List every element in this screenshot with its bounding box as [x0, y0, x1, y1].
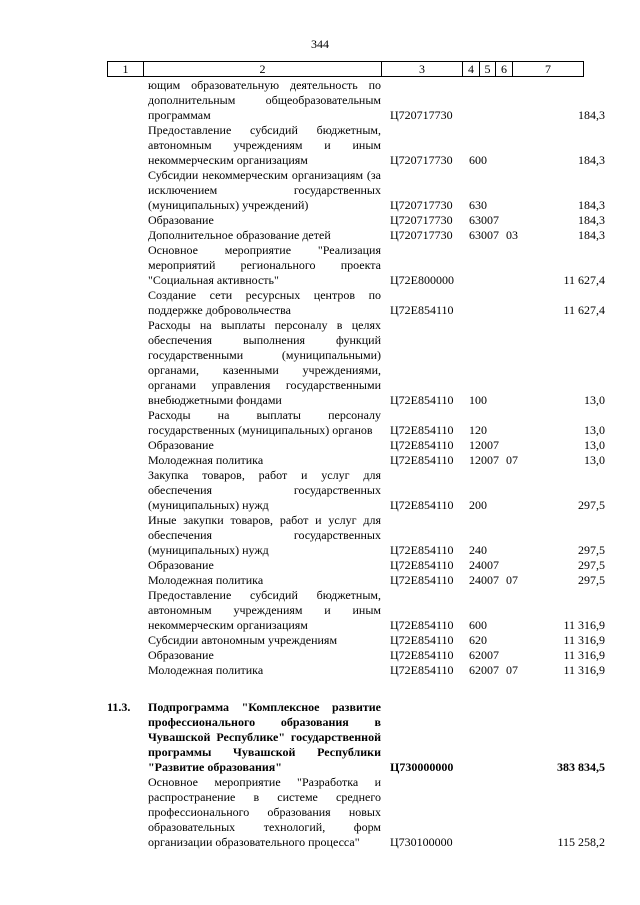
row-name: Создание сети ресурсных центров по поддержке добровольчества	[148, 288, 381, 317]
row-amount: 297,5	[578, 573, 605, 587]
col-header-5: 5	[480, 62, 496, 77]
table-row	[0, 318, 640, 408]
row-name: Расходы на выплаты персоналу в целях обеспечения выполнения функций государственными (муниципальными) органами, казенными учреждениями, органами управления государственными внебюджетными фондами	[148, 318, 381, 407]
row-expense-type: 630	[469, 198, 487, 212]
table-row	[0, 663, 640, 678]
row-amount: 184,3	[578, 153, 605, 167]
row-code: Ц72Е854110	[390, 663, 454, 677]
table-row	[0, 700, 640, 775]
row-subsection: 03	[506, 228, 518, 242]
row-name: Подпрограмма "Комплексное развитие профессионального образования в Чувашской Республике" государственной программы Чувашской Республики "Развитие образования"	[148, 700, 381, 774]
row-code: Ц720717730	[390, 198, 453, 212]
row-name: Образование	[148, 648, 214, 662]
row-section: 07	[487, 663, 499, 677]
table-row	[0, 228, 640, 243]
row-name: Предоставление субсидий бюджетным, автономным учреждениям и иным некоммерческим организациям	[148, 123, 381, 167]
table-row	[0, 78, 640, 123]
row-code: Ц72Е854110	[390, 453, 454, 467]
table-row	[0, 438, 640, 453]
row-expense-type: 240	[469, 573, 487, 587]
table-row	[0, 573, 640, 588]
row-name: Молодежная политика	[148, 453, 264, 467]
row-code: Ц72Е854110	[390, 303, 454, 317]
row-section: 07	[487, 648, 499, 662]
row-name: Образование	[148, 558, 214, 572]
row-name: Закупка товаров, работ и услуг для обеспечения государственных (муниципальных) нужд	[148, 468, 381, 512]
row-amount: 11 316,9	[563, 663, 605, 677]
row-expense-type: 100	[469, 393, 487, 407]
row-amount: 11 627,4	[563, 273, 605, 287]
row-expense-type: 120	[469, 423, 487, 437]
row-code: Ц72Е854110	[390, 618, 454, 632]
table-row	[0, 123, 640, 168]
row-name: Субсидии автономным учреждениям	[148, 633, 338, 647]
row-code: Ц720717730	[390, 213, 453, 227]
row-name: Расходы на выплаты персоналу государственных (муниципальных) органов	[148, 408, 381, 437]
col-header-7: 7	[513, 62, 584, 77]
row-name: Образование	[148, 213, 214, 227]
row-subsection: 07	[506, 573, 518, 587]
row-name: Предоставление субсидий бюджетным, автономным учреждениям и иным некоммерческим организациям	[148, 588, 381, 632]
row-section: 07	[487, 573, 499, 587]
row-amount: 383 834,5	[557, 760, 605, 774]
row-code: Ц720717730	[390, 228, 453, 242]
row-name: Молодежная политика	[148, 573, 264, 587]
row-expense-type: 600	[469, 153, 487, 167]
row-amount: 184,3	[578, 108, 605, 122]
row-amount: 13,0	[584, 453, 605, 467]
row-code: Ц720717730	[390, 153, 453, 167]
table-row	[0, 775, 640, 850]
row-amount: 297,5	[578, 558, 605, 572]
row-amount: 11 316,9	[563, 648, 605, 662]
table-row	[0, 633, 640, 648]
row-name: Основное мероприятие "Разработка и распространение в системе среднего профессионального образования новых образовательных технологий, форм организации образовательного процесса"	[148, 775, 381, 849]
table-row	[0, 588, 640, 633]
row-amount: 184,3	[578, 198, 605, 212]
row-amount: 184,3	[578, 213, 605, 227]
row-amount: 13,0	[584, 423, 605, 437]
row-name: Образование	[148, 438, 214, 452]
row-expense-type: 620	[469, 633, 487, 647]
table-row	[0, 243, 640, 288]
row-expense-type: 200	[469, 498, 487, 512]
row-code: Ц72Е854110	[390, 393, 454, 407]
row-name: Молодежная политика	[148, 663, 264, 677]
row-section: 07	[487, 213, 499, 227]
row-code: Ц72Е854110	[390, 633, 454, 647]
row-amount: 115 258,2	[557, 835, 605, 849]
row-code: Ц72Е854110	[390, 498, 454, 512]
row-code: Ц720717730	[390, 108, 453, 122]
row-code: Ц730100000	[390, 835, 453, 849]
row-name: Дополнительное образование детей	[148, 228, 331, 242]
row-section: 07	[487, 453, 499, 467]
row-code: Ц72Е854110	[390, 573, 454, 587]
row-amount: 13,0	[584, 438, 605, 452]
table-row	[0, 408, 640, 438]
row-code: Ц72Е854110	[390, 423, 454, 437]
row-code: Ц72Е854110	[390, 438, 454, 452]
col-header-6: 6	[496, 62, 513, 77]
table-row	[0, 468, 640, 513]
row-code: Ц72Е854110	[390, 648, 454, 662]
row-section: 07	[487, 558, 499, 572]
table-row	[0, 213, 640, 228]
row-amount: 297,5	[578, 498, 605, 512]
row-section: 07	[487, 438, 499, 452]
row-expense-type: 630	[469, 228, 487, 242]
table-row	[0, 513, 640, 558]
row-expense-type: 600	[469, 618, 487, 632]
row-expense-type: 120	[469, 438, 487, 452]
table-row	[0, 288, 640, 318]
row-section: 07	[487, 228, 499, 242]
row-amount: 184,3	[578, 228, 605, 242]
col-header-1: 1	[108, 62, 144, 77]
row-code: Ц72Е800000	[390, 273, 454, 287]
row-expense-type: 240	[469, 543, 487, 557]
row-amount: 11 316,9	[563, 618, 605, 632]
table-row	[0, 453, 640, 468]
table-row	[0, 648, 640, 663]
col-header-2: 2	[144, 62, 382, 77]
row-expense-type: 240	[469, 558, 487, 572]
row-name: ющим образовательную деятельность по дополнительным общеобразовательным программам	[148, 78, 381, 122]
row-number: 11.3.	[107, 700, 131, 714]
row-expense-type: 620	[469, 663, 487, 677]
row-code: Ц72Е854110	[390, 558, 454, 572]
page-number: 344	[311, 37, 329, 51]
row-name: Основное мероприятие "Реализация мероприятий регионального проекта "Социальная активность"	[148, 243, 381, 287]
row-expense-type: 120	[469, 453, 487, 467]
row-amount: 13,0	[584, 393, 605, 407]
row-name: Субсидии некоммерческим организациям (за исключением государственных (муниципальных) учреждений)	[148, 168, 381, 212]
row-amount: 11 316,9	[563, 633, 605, 647]
col-header-3: 3	[382, 62, 463, 77]
table-row	[0, 558, 640, 573]
row-subsection: 07	[506, 663, 518, 677]
row-code: Ц72Е854110	[390, 543, 454, 557]
row-expense-type: 620	[469, 648, 487, 662]
row-amount: 297,5	[578, 543, 605, 557]
table-row	[0, 168, 640, 213]
column-header-table	[107, 61, 584, 77]
row-amount: 11 627,4	[563, 303, 605, 317]
row-name: Иные закупки товаров, работ и услуг для обеспечения государственных (муниципальных) нужд	[148, 513, 381, 557]
col-header-4: 4	[463, 62, 480, 77]
row-subsection: 07	[506, 453, 518, 467]
row-code: Ц730000000	[390, 760, 454, 774]
row-expense-type: 630	[469, 213, 487, 227]
